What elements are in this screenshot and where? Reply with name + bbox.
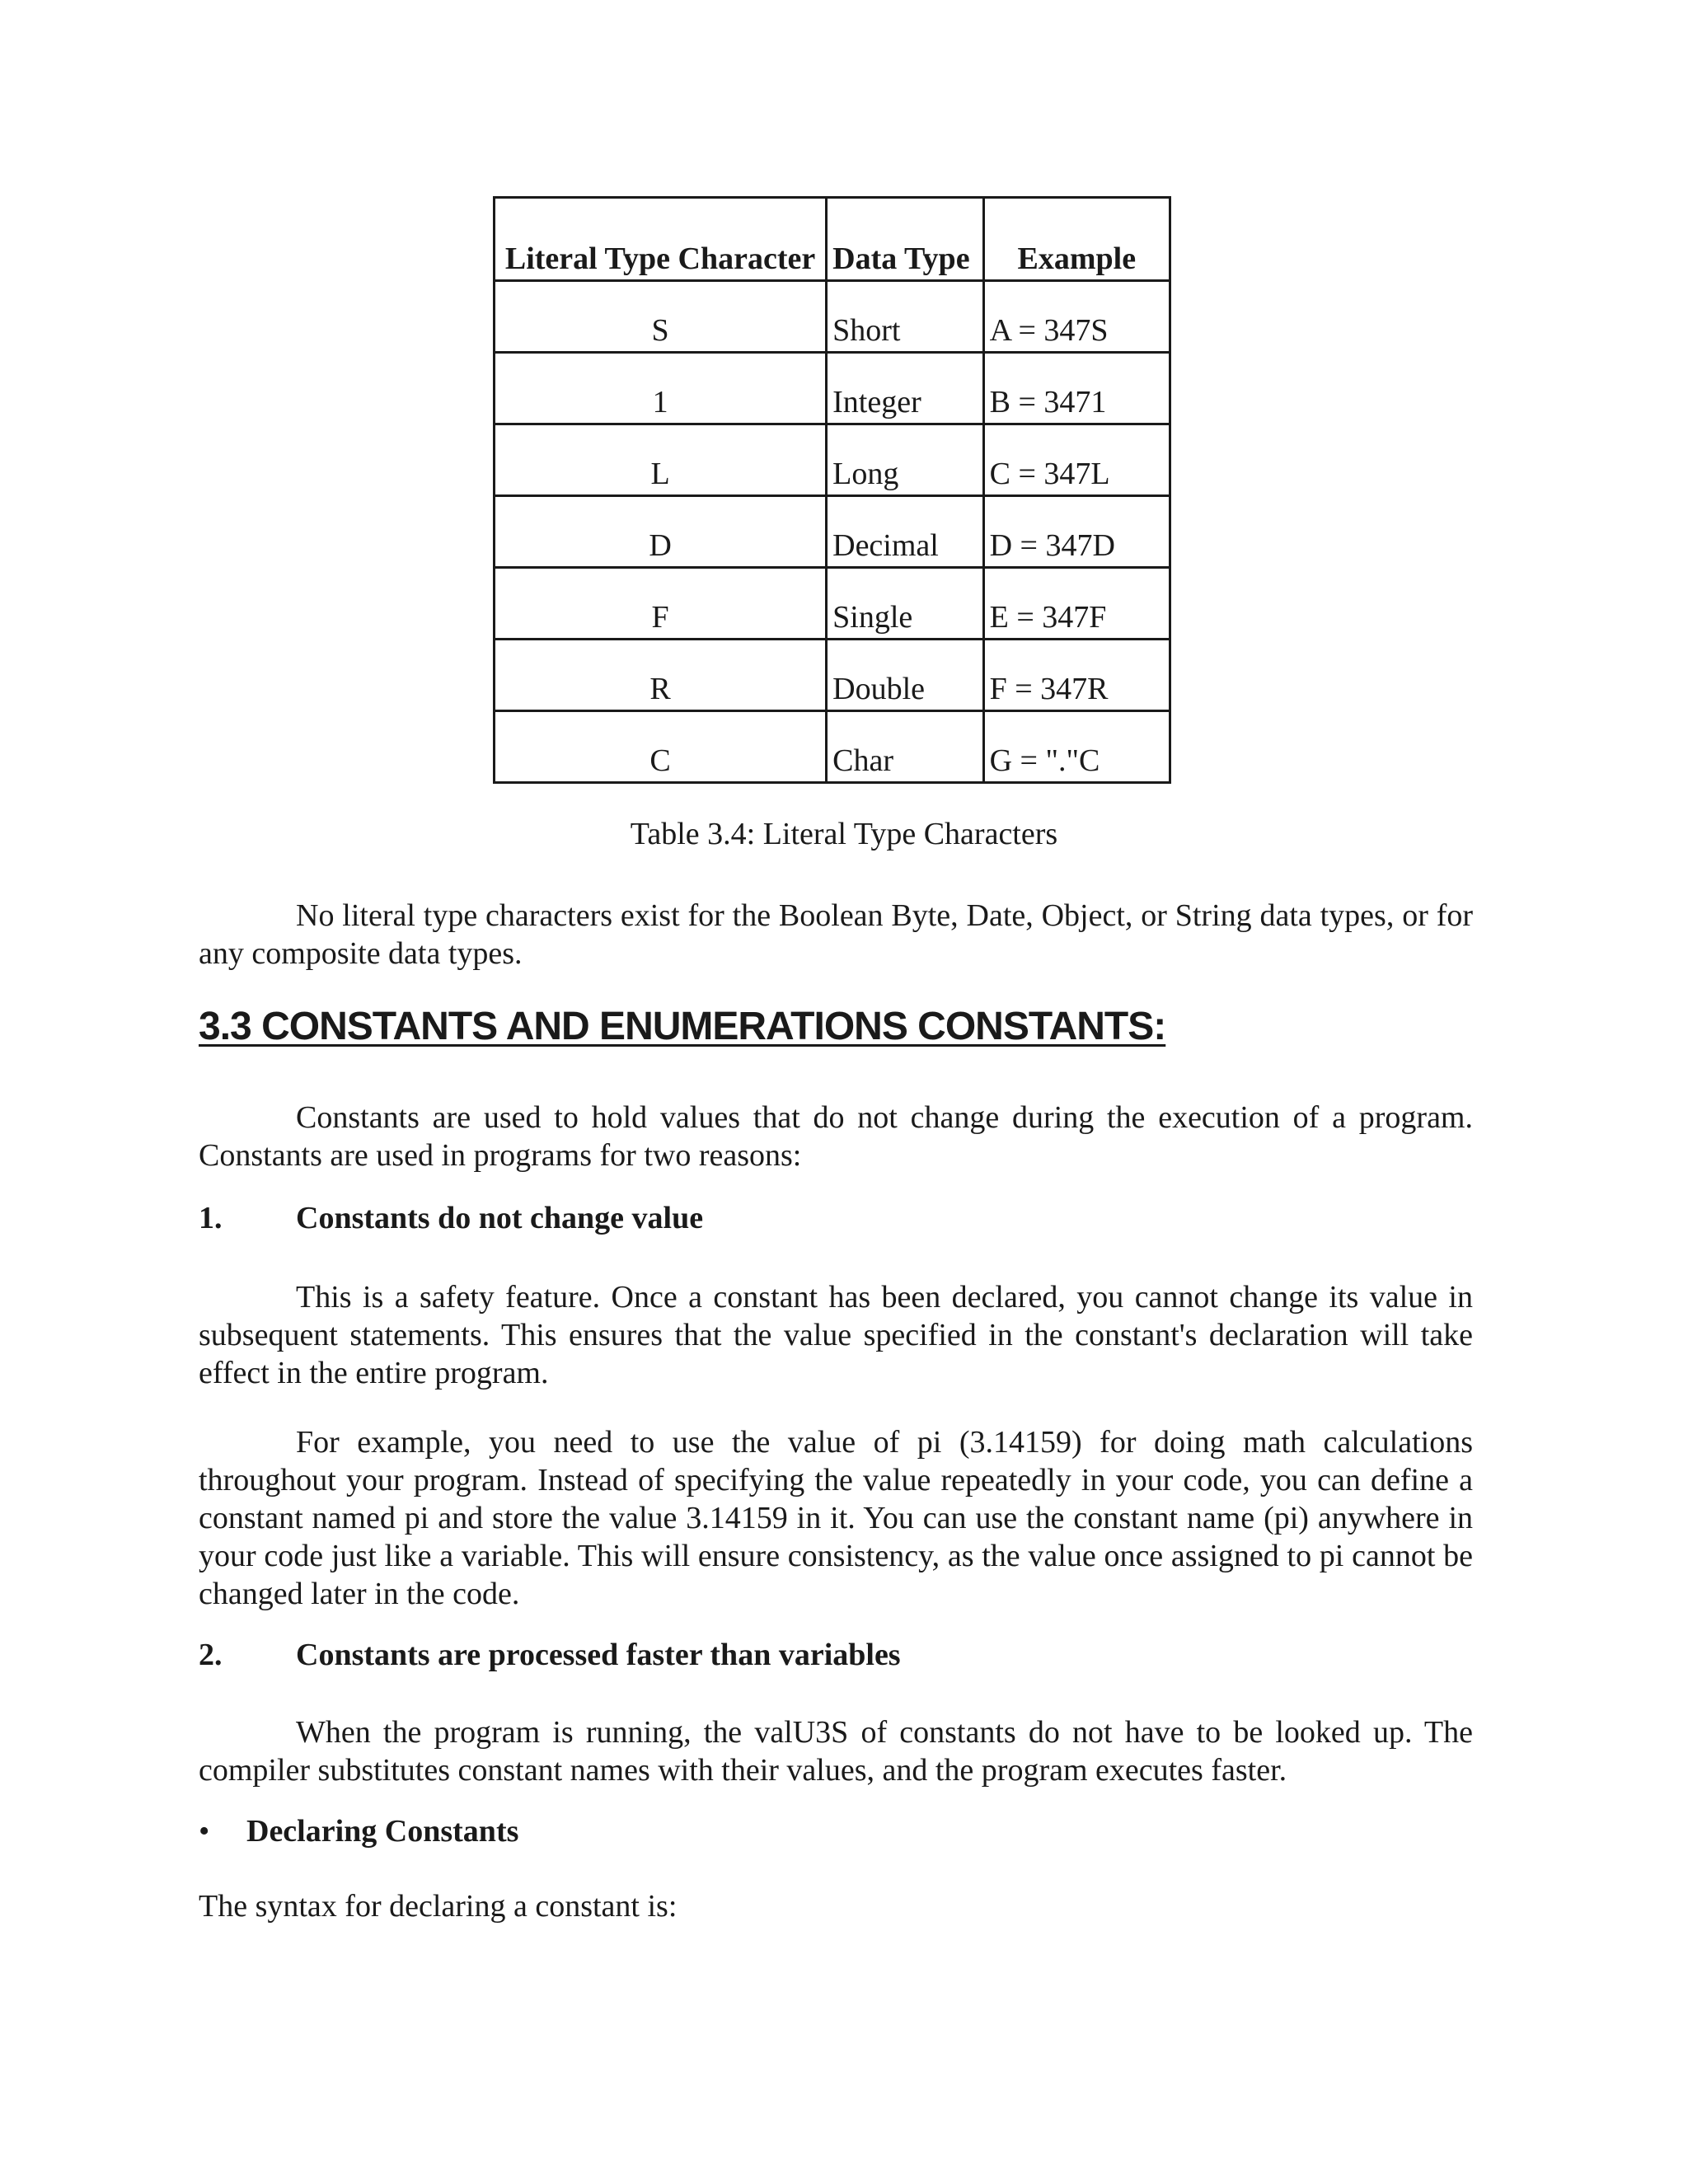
table-caption: Table 3.4: Literal Type Characters xyxy=(630,817,1058,851)
table-row xyxy=(495,496,1170,568)
literal-type-table xyxy=(493,196,1171,784)
table-cell: Decimal xyxy=(827,496,983,568)
table-cell: Double xyxy=(827,640,983,711)
item-number: 2. xyxy=(199,1638,223,1672)
table-cell: D xyxy=(495,496,827,568)
bullet-title: Declaring Constants xyxy=(246,1814,519,1849)
table-cell: Single xyxy=(827,568,983,640)
table-cell: C xyxy=(495,711,827,783)
section-heading: 3.3 CONSTANTS AND ENUMERATIONS CONSTANTS: xyxy=(199,1005,1166,1048)
table-cell: L xyxy=(495,424,827,496)
table-cell: G = "."C xyxy=(983,711,1170,783)
bullet-item-declaring xyxy=(199,1813,518,1849)
table-row xyxy=(495,353,1170,424)
table-cell: C = 347L xyxy=(983,424,1170,496)
paragraph-example xyxy=(199,1423,1473,1613)
item-title: Constants are processed faster than variables xyxy=(296,1638,901,1672)
table-cell: Integer xyxy=(827,353,983,424)
item-title: Constants do not change value xyxy=(296,1201,704,1235)
table-header-cell: Data Type xyxy=(827,198,983,281)
paragraph-text: For example, you need to use the value of pi (3.14159) for doing math calculations throughout your program. Instead of specifying the value repeatedly in your code, you can define a constant named pi and store the value 3.14159 in it. You can use the constant name (pi) anywhere in your code just like a variable. This will ensure consistency, as the value once assigned to pi cannot be changed later in the code. xyxy=(199,1425,1473,1611)
numbered-item-2 xyxy=(199,1637,901,1673)
item-number: 1. xyxy=(199,1201,223,1235)
paragraph-text: No literal type characters exist for the Boolean Byte, Date, Object, or String data types, or for any composite data types. xyxy=(199,898,1473,971)
table-row xyxy=(495,568,1170,640)
paragraph-text: This is a safety feature. Once a constant has been declared, you cannot change its value in subsequent statements. This ensures that the value specified in the constant's declaration will take effect in the entire program. xyxy=(199,1280,1473,1390)
paragraph-text: Constants are used to hold values that do not change during the execution of a program. Constants are used in programs for two reasons: xyxy=(199,1100,1473,1173)
paragraph-no-literal xyxy=(199,897,1473,972)
table-header-row xyxy=(495,198,1170,281)
table-cell: Short xyxy=(827,281,983,353)
table-row xyxy=(495,711,1170,783)
paragraph-constants-intro xyxy=(199,1099,1473,1174)
table-cell: Char xyxy=(827,711,983,783)
table-row xyxy=(495,424,1170,496)
table-row xyxy=(495,640,1170,711)
paragraph-text: The syntax for declaring a constant is: xyxy=(199,1889,678,1924)
table-cell: F = 347R xyxy=(983,640,1170,711)
paragraph-faster xyxy=(199,1713,1473,1789)
bullet-icon: • xyxy=(199,1814,210,1849)
table-row xyxy=(495,281,1170,353)
table-header-cell: Example xyxy=(983,198,1170,281)
table-cell: Long xyxy=(827,424,983,496)
paragraph-safety xyxy=(199,1278,1473,1392)
table-cell: D = 347D xyxy=(983,496,1170,568)
table-cell: R xyxy=(495,640,827,711)
paragraph-text: When the program is running, the valU3S of constants do not have to be looked up. The compiler substitutes constant names with their values, and the program executes faster. xyxy=(199,1715,1473,1788)
table-cell: F xyxy=(495,568,827,640)
numbered-item-1 xyxy=(199,1200,703,1236)
table-cell: E = 347F xyxy=(983,568,1170,640)
paragraph-syntax xyxy=(199,1887,1473,1925)
table-cell: S xyxy=(495,281,827,353)
table-header-cell: Literal Type Character xyxy=(495,198,827,281)
table-cell: B = 3471 xyxy=(983,353,1170,424)
table-cell: 1 xyxy=(495,353,827,424)
table-cell: A = 347S xyxy=(983,281,1170,353)
